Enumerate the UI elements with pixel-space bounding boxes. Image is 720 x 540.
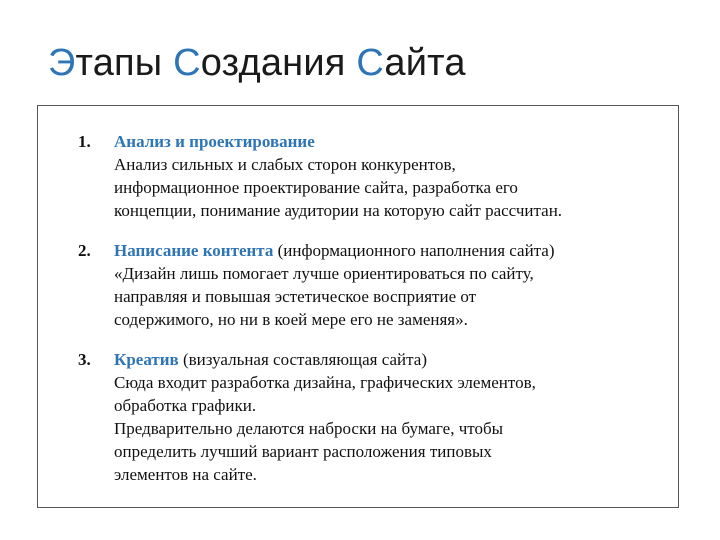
title-initial-2: С (173, 42, 201, 84)
title-word-1-rest: тапы (75, 42, 163, 84)
stages-list (78, 130, 668, 486)
item-text-line: обработка графики. (114, 396, 257, 415)
item-number: 2. (78, 241, 91, 260)
item-heading-suffix: (визуальная составляющая сайта) (178, 350, 427, 369)
list-item-content (78, 239, 668, 331)
item-text-line: концепции, понимание аудитории на которую сайт рассчитан. (114, 201, 563, 220)
list-item-analysis (78, 130, 668, 222)
item-text-line: Предварительно делаются наброски на бумаге, чтобы (114, 419, 504, 438)
item-text-line: Анализ сильных и слабых сторон конкурентов, (114, 155, 456, 174)
title-word-2-rest: оздания (200, 42, 346, 84)
item-text-line: содержимого, но ни в коей мере его не заменяя». (114, 310, 468, 329)
list-item-creative (78, 348, 668, 486)
title-initial-3: С (356, 42, 385, 84)
item-text-line: направляя и повышая эстетическое восприятие от (114, 287, 477, 306)
item-number: 3. (78, 350, 91, 369)
item-text-line: определить лучший вариант расположения типовых (114, 442, 492, 461)
title-initial-1: Э (48, 42, 76, 84)
item-heading: Анализ и проектирование (114, 132, 315, 151)
item-heading-suffix: (информационного наполнения сайта) (273, 241, 555, 260)
item-heading: Написание контента (114, 241, 274, 260)
item-heading-line (114, 239, 668, 262)
item-text-line: элементов на сайте. (114, 465, 257, 484)
item-heading: Креатив (114, 350, 179, 369)
item-text-line: «Дизайн лишь помогает лучше ориентироваться по сайту, (114, 264, 534, 283)
item-heading-line (114, 130, 668, 153)
item-number: 1. (78, 132, 91, 151)
item-heading-line (114, 348, 668, 371)
item-text-line: информационное проектирование сайта, разработка его (114, 178, 518, 197)
page-title (48, 42, 466, 85)
item-text-line: Сюда входит разработка дизайна, графических элементов, (114, 373, 536, 392)
title-word-3-rest: айта (384, 42, 466, 84)
